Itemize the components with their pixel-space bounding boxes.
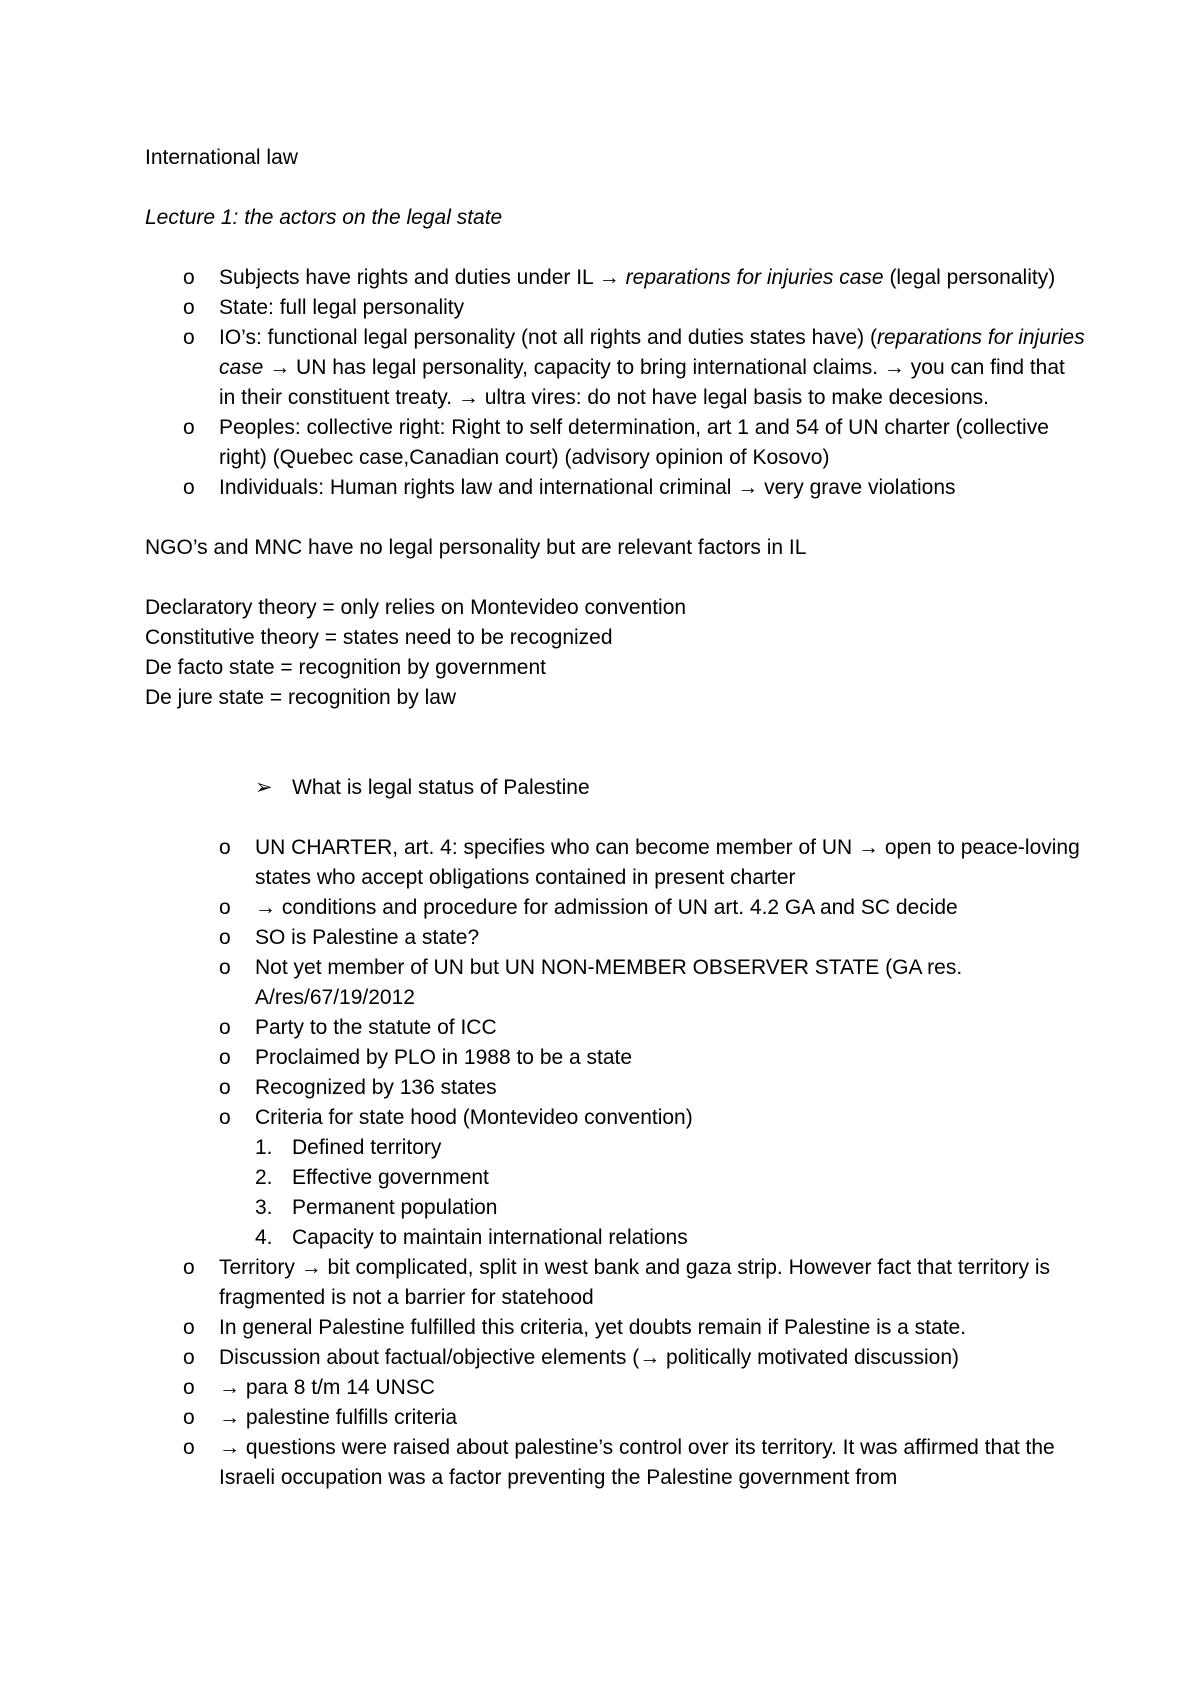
item-text: Party to the statute of ICC — [255, 1016, 497, 1039]
list-item — [145, 1313, 1085, 1343]
circle-bullet-icon: o — [183, 476, 195, 499]
circle-bullet-icon: o — [183, 1316, 195, 1339]
list-item — [145, 263, 1085, 293]
question-heading — [145, 773, 1085, 803]
list-item — [145, 833, 1085, 893]
item-text: Individuals: Human rights law and international criminal → very grave violations — [219, 476, 956, 499]
list-item — [145, 893, 1085, 923]
item-text: Territory → bit complicated, split in west bank and gaza strip. However fact that territory is fragmented is not a barrier for statehood — [219, 1256, 1050, 1309]
list-item — [145, 473, 1085, 503]
criteria-item — [145, 1133, 1085, 1163]
item-text: Subjects have rights and duties under IL → — [219, 266, 626, 289]
criteria-number: 2. — [255, 1166, 273, 1189]
circle-bullet-icon: o — [183, 296, 195, 319]
criteria-number: 4. — [255, 1226, 273, 1249]
circle-bullet-icon: o — [183, 326, 195, 349]
item-text: In general Palestine fulfilled this criteria, yet doubts remain if Palestine is a state. — [219, 1316, 967, 1339]
circle-bullet-icon: o — [219, 926, 231, 949]
item-text: (legal personality) — [883, 266, 1056, 289]
item-text: IO’s: functional legal personality (not all rights and duties states have) ( — [219, 326, 877, 349]
list-item — [145, 1013, 1085, 1043]
theory-line: De jure state = recognition by law — [145, 686, 457, 709]
criteria-item — [145, 1223, 1085, 1253]
list-item — [145, 413, 1085, 473]
item-text: → para 8 t/m 14 UNSC — [219, 1376, 435, 1399]
item-text: Recognized by 136 states — [255, 1076, 497, 1099]
criteria-list — [145, 1133, 1085, 1253]
item-text: → conditions and procedure for admission of UN art. 4.2 GA and SC decide — [255, 896, 958, 919]
item-text: Proclaimed by PLO in 1988 to be a state — [255, 1046, 633, 1069]
criteria-text: Capacity to maintain international relations — [292, 1226, 688, 1249]
criteria-item — [145, 1163, 1085, 1193]
criteria-text: Effective government — [292, 1166, 489, 1189]
list-item — [145, 1073, 1085, 1103]
item-text: → palestine fulfills criteria — [219, 1406, 458, 1429]
item-text: → UN has legal personality, capacity to bring international claims. → you can find that in their constituent treaty. → ultra vires: do not have legal basis to make decesions. — [219, 356, 1065, 409]
territory-list — [145, 1253, 1085, 1493]
document-title: International law — [145, 146, 298, 169]
lecture-subtitle: Lecture 1: the actors on the legal state — [145, 206, 503, 229]
circle-bullet-icon: o — [183, 1256, 195, 1279]
circle-bullet-icon: o — [219, 1046, 231, 1069]
list-item — [145, 1373, 1085, 1403]
criteria-item — [145, 1193, 1085, 1223]
criteria-number: 1. — [255, 1136, 273, 1159]
case-name: reparations for injuries case — [219, 326, 1085, 379]
criteria-number: 3. — [255, 1196, 273, 1219]
ngo-note: NGO’s and MNC have no legal personality but are relevant factors in IL — [145, 536, 807, 559]
actors-list — [145, 263, 1085, 503]
list-item — [145, 1103, 1085, 1133]
item-text: Discussion about factual/objective elements (→ politically motivated discussion) — [219, 1346, 960, 1369]
document-body — [145, 143, 1085, 1493]
theory-line: Constitutive theory = states need to be recognized — [145, 626, 613, 649]
palestine-list — [145, 833, 1085, 1133]
list-item — [145, 1253, 1085, 1313]
circle-bullet-icon: o — [183, 416, 195, 439]
item-text: Not yet member of UN but UN NON-MEMBER OBSERVER STATE (GA res. A/res/67/19/2012 — [255, 956, 963, 1009]
list-item — [145, 1403, 1085, 1433]
item-text: Peoples: collective right: Right to self determination, art 1 and 54 of UN charter (collective right) (Quebec case,Canadian court) (advisory opinion of Kosovo) — [219, 416, 1049, 469]
criteria-text: Defined territory — [292, 1136, 442, 1159]
circle-bullet-icon: o — [219, 1016, 231, 1039]
circle-bullet-icon: o — [219, 896, 231, 919]
arrow-bullet-icon: ➢ — [255, 776, 273, 799]
list-item — [145, 323, 1085, 413]
theories-block — [145, 593, 1085, 713]
circle-bullet-icon: o — [183, 1436, 195, 1459]
circle-bullet-icon: o — [183, 1346, 195, 1369]
circle-bullet-icon: o — [219, 956, 231, 979]
item-text: → questions were raised about palestine’s control over its territory. It was affirmed that the Israeli occupation was a factor preventing the Palestine government from — [219, 1436, 1055, 1489]
list-item — [145, 293, 1085, 323]
list-item — [145, 1043, 1085, 1073]
circle-bullet-icon: o — [183, 1376, 195, 1399]
item-text: State: full legal personality — [219, 296, 465, 319]
theory-line: De facto state = recognition by government — [145, 656, 546, 679]
list-item — [145, 1433, 1085, 1493]
case-name: reparations for injuries case — [625, 266, 884, 289]
circle-bullet-icon: o — [183, 266, 195, 289]
question-text: What is legal status of Palestine — [292, 776, 590, 799]
theory-line: Declaratory theory = only relies on Montevideo convention — [145, 596, 687, 619]
list-item — [145, 1343, 1085, 1373]
list-item — [145, 953, 1085, 1013]
item-text: Criteria for state hood (Montevideo convention) — [255, 1106, 693, 1129]
circle-bullet-icon: o — [219, 1106, 231, 1129]
item-text: SO is Palestine a state? — [255, 926, 480, 949]
circle-bullet-icon: o — [183, 1406, 195, 1429]
circle-bullet-icon: o — [219, 1076, 231, 1099]
list-item — [145, 923, 1085, 953]
criteria-text: Permanent population — [292, 1196, 498, 1219]
circle-bullet-icon: o — [219, 836, 231, 859]
item-text: UN CHARTER, art. 4: specifies who can become member of UN → open to peace-loving states who accept obligations contained in present charter — [255, 836, 1080, 889]
